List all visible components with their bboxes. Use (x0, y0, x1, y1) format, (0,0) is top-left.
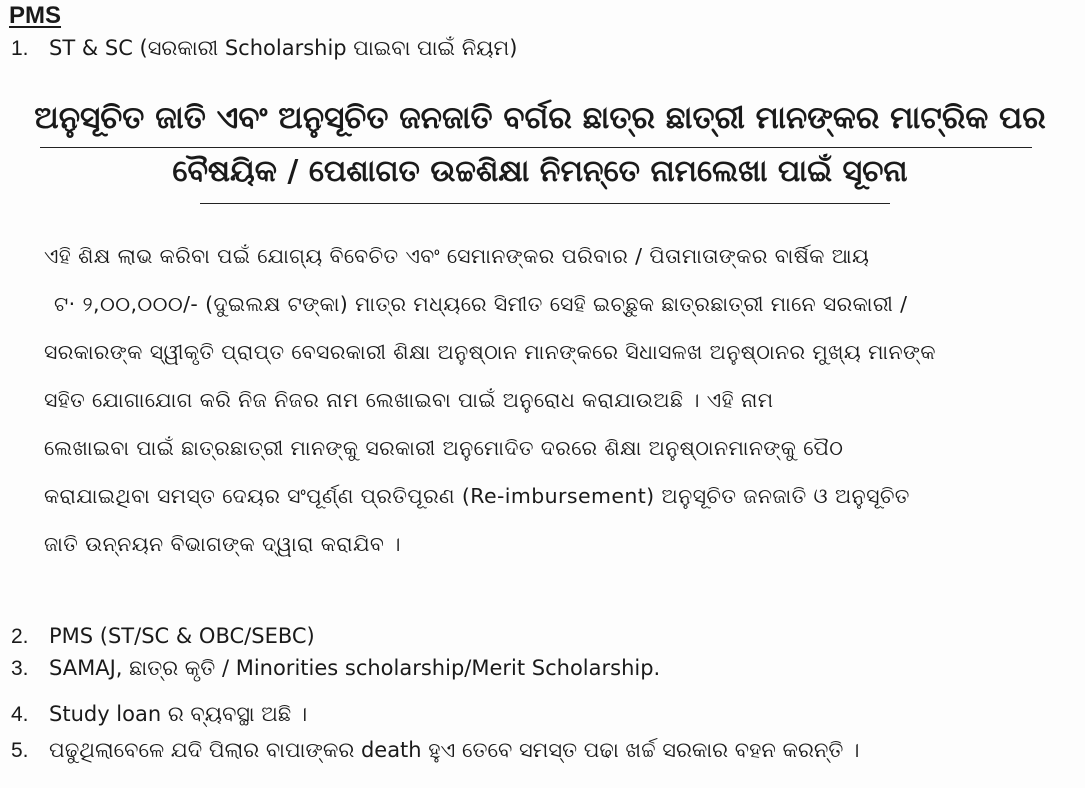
list-item-4 (11, 702, 307, 727)
list-item-text: PMS (ST/SC & OBC/SEBC) (49, 624, 315, 648)
list-item-number: 5. (11, 739, 29, 762)
paragraph-line: ସରକାରଙ୍କ ସ୍ୱୀକୃତି ପ୍ରାପ୍ତ ବେସରକାରୀ ଶିକ୍ଷା ଅନୁଷ୍ଠାନ ମାନଙ୍କରେ ସିଧାସଳଖ ଅନୁଷ୍ଠାନର ମୁଖ୍ୟ ମାନଙ୍କ (44, 340, 936, 364)
paragraph-line: ଜାତି ଉନ୍ନୟନ ବିଭାଗଙ୍କ ଦ୍ୱାରା କରାଯିବ । (44, 532, 401, 556)
list-item-1 (11, 36, 517, 61)
notice-paragraph (44, 232, 1074, 568)
page-heading: PMS (9, 2, 62, 29)
list-item-number: 4. (11, 703, 29, 726)
list-item-text: ST & SC (ସରକାରୀ Scholarship ପାଇବା ପାଇଁ ନିୟମ) (49, 36, 518, 60)
list-item-number: 1. (11, 37, 29, 60)
paragraph-line: ଏହି ଶିକ୍ଷ ଲାଭ କରିବା ପଇଁ ଯୋଗ୍ୟ ବିବେଚିତ ଏବଂ ସେମାନଙ୍କର ପରିବାର / ପିତାମାତାଙ୍କର ବାର୍ଷିକ ଆୟ (44, 244, 870, 268)
paragraph-line: ଟ· ୨,୦୦,୦୦୦/- (ଦୁଇଲକ୍ଷ ଟଙ୍କା) ମାତ୍ର ମଧ୍ୟରେ ସିମୀତ ସେହି ଇଚ୍ଛୁକ ଛାତ୍ରଛାତ୍ରୀ ମାନେ ସରକାରୀ / (54, 292, 908, 316)
list-item-text: ପଢୁଥିଲାବେଳେ ଯଦି ପିଲାର ବାପାଙ୍କର death ହୁଏ ତେବେ ସମସ୍ତ ପଢା ଖର୍ଚ୍ଚ ସରକାର ବହନ କରନ୍ତି । (49, 738, 860, 762)
paragraph-line: କରାଯାଇଥିବା ସମସ୍ତ ଦେୟର ସଂପୂର୍ଣ୍ଣ ପ୍ରତିପୂରଣ (Re-imbursement) ଅନୁସୂଚିତ ଜନଜାତି ଓ ଅନୁସୂଚିତ (44, 484, 910, 508)
list-item-text: SAMAJ, ଛାତ୍ର କୃତି / Minorities scholarship/Merit Scholarship. (49, 656, 661, 680)
title-underline-1 (40, 147, 1032, 148)
list-item-2 (11, 624, 315, 649)
paragraph-line: ସହିତ ଯୋଗାଯୋଗ କରି ନିଜ ନିଜର ନାମ ଲେଖାଇବା ପାଇଁ ଅନୁରୋଧ କରାଯାଉଅଛି । ଏହି ନାମ (44, 388, 774, 412)
paragraph-line: ଲେଖାଇବା ପାଇଁ ଛାତ୍ରଛାତ୍ରୀ ମାନଙ୍କୁ ସରକାରୀ ଅନୁମୋଦିତ ଦରରେ ଶିକ୍ଷା ଅନୁଷ୍ଠାନମାନଙ୍କୁ ପୈଠ (44, 436, 844, 460)
notice-title-line-1: ଅନୁସୂଚିତ ଜାତି ଏବଂ ଅନୁସୂଚିତ ଜନଜାତି ବର୍ଗର ଛାତ୍ର ଛାତ୍ରୀ ମାନଙ୍କର ମାଟ୍ରିକ ପର (34, 100, 1046, 136)
list-item-number: 2. (11, 625, 29, 648)
notice-title-line-2: ବୈଷୟିକ / ପେଶାଗତ ଉଚ୍ଚଶିକ୍ଷା ନିମନ୍ତେ ନାମଲେଖା ପାଇଁ ସୂଚନା (172, 154, 908, 189)
list-item-3 (11, 656, 660, 681)
list-item-5 (11, 738, 859, 763)
list-item-number: 3. (11, 657, 29, 680)
title-underline-2 (200, 203, 890, 204)
list-item-text: Study loan ର ବ୍ୟବସ୍ଥା ଅଛି । (49, 702, 308, 726)
